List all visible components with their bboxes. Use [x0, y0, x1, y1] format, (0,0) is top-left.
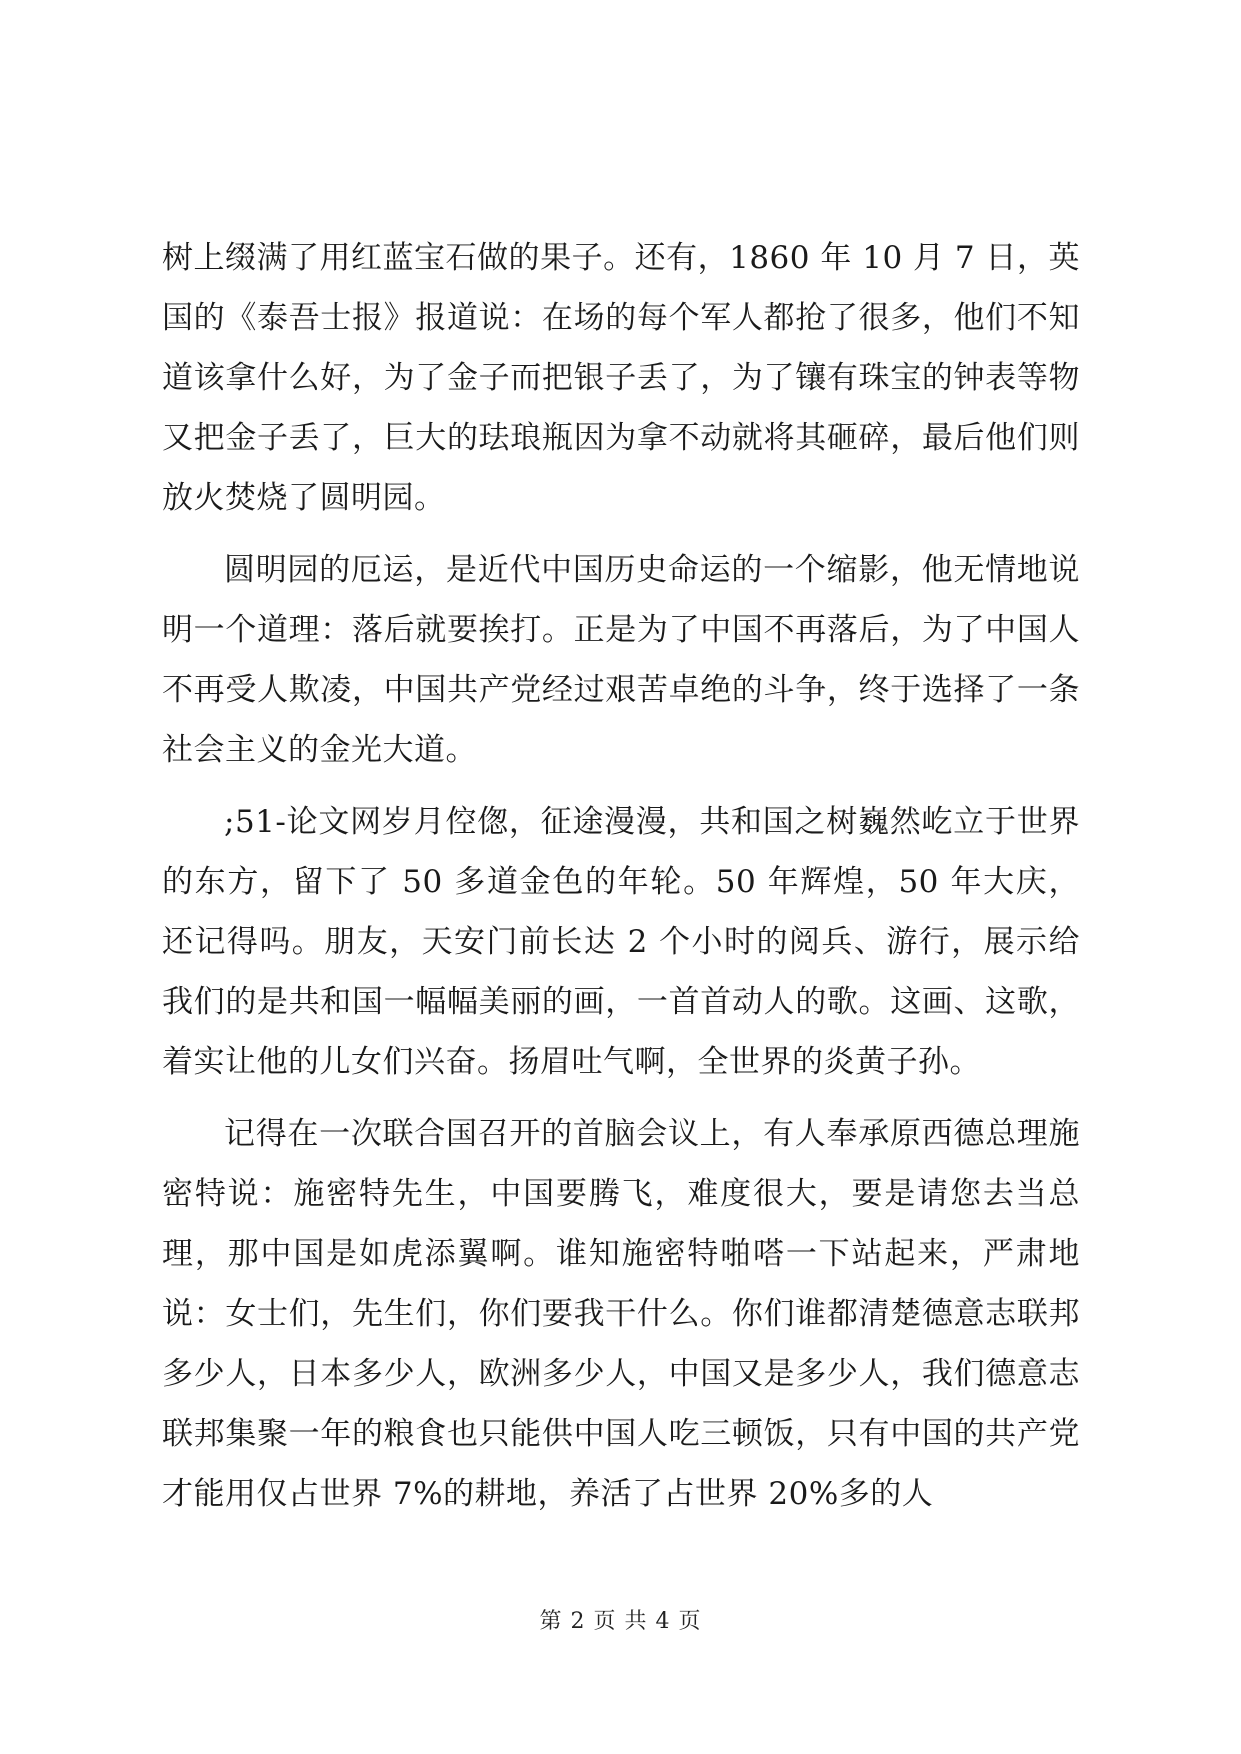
- paragraph-1: 树上缀满了用红蓝宝石做的果子。还有，1860 年 10 月 7 日，英国的《泰吾士报》报道说：在场的每个军人都抢了很多，他们不知道该拿什么好，为了金子而把银子丢了，为了镶有珠宝的钟表等物又把金子丢了，巨大的珐琅瓶因为拿不动就将其砸碎，最后他们则放火焚烧了圆明园。: [162, 240, 1080, 516]
- paragraph-4: 记得在一次联合国召开的首脑会议上，有人奉承原西德总理施密特说：施密特先生，中国要腾飞，难度很大，要是请您去当总理，那中国是如虎添翼啊。谁知施密特啪嗒一下站起来，严肃地说：女士们，先生们，你们要我干什么。你们谁都清楚德意志联邦多少人，日本多少人，欧洲多少人，中国又是多少人，我们德意志联邦集聚一年的粮食也只能供中国人吃三顿饭，只有中国的共产党才能用仅占世界 7%的耕地，养活了占世界 20%多的人: [162, 1116, 1080, 1512]
- document-body: [162, 228, 1080, 1524]
- page-footer: 第 2 页 共 4 页: [539, 1609, 702, 1634]
- paragraph-3: ;51-论文网岁月倥偬，征途漫漫，共和国之树巍然屹立于世界的东方，留下了 50 多道金色的年轮。50 年辉煌，50 年大庆，还记得吗。朋友，天安门前长达 2 个小时的阅兵、游行，展示给我们的是共和国一幅幅美丽的画，一首首动人的歌。这画、这歌，着实让他的儿女们兴奋。扬眉吐气啊，全世界的炎黄子孙。: [162, 804, 1080, 1080]
- paragraph-2: 圆明园的厄运，是近代中国历史命运的一个缩影，他无情地说明一个道理：落后就要挨打。正是为了中国不再落后，为了中国人不再受人欺凌，中国共产党经过艰苦卓绝的斗争，终于选择了一条社会主义的金光大道。: [162, 552, 1080, 768]
